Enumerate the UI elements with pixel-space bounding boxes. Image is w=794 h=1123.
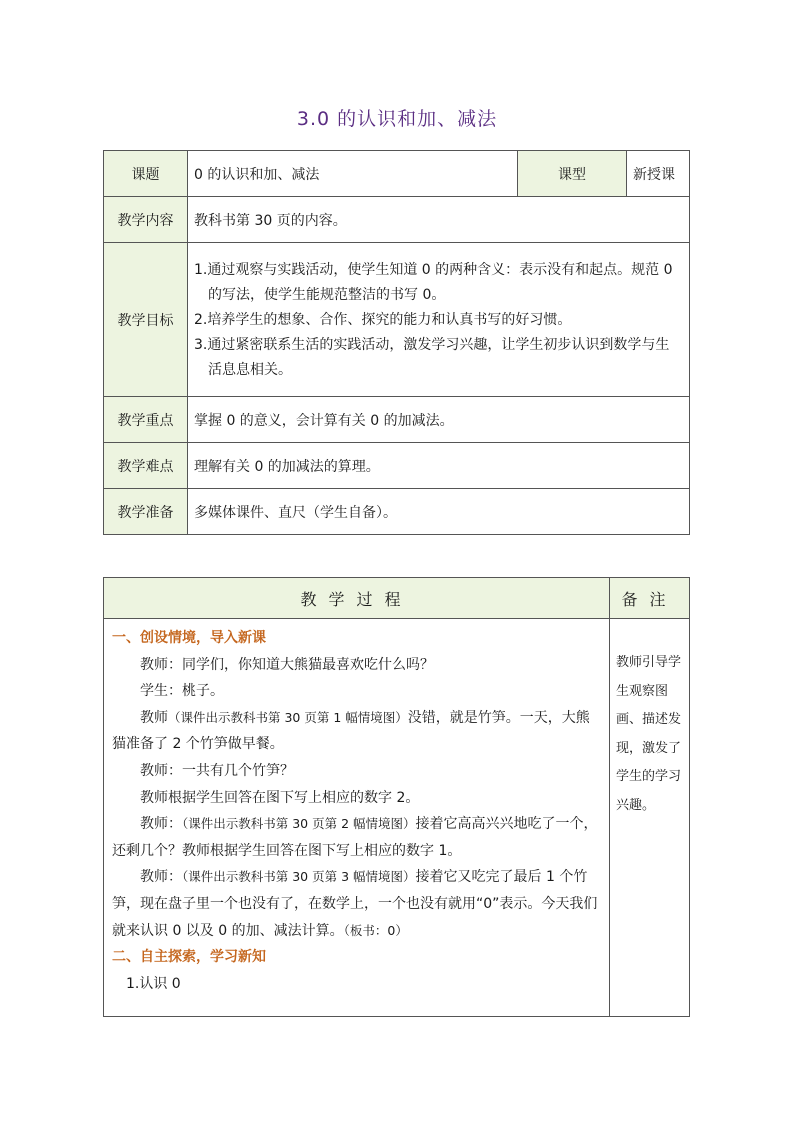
stage-direction: （课件出示教科书第 30 页第 3 幅情境图） xyxy=(182,869,416,885)
table-row xyxy=(104,151,690,197)
speaker: 教师 xyxy=(140,709,168,726)
content-value: 教科书第 30 页的内容。 xyxy=(188,197,690,243)
speaker: 教师： xyxy=(140,816,182,833)
type-value: 新授课 xyxy=(627,151,690,197)
notes-header: 备注 xyxy=(610,578,690,619)
type-label: 课型 xyxy=(518,151,627,197)
content-label: 教学内容 xyxy=(104,197,188,243)
difficulty-value: 理解有关 0 的加减法的算理。 xyxy=(188,443,690,489)
key-value: 掌握 0 的意义，会计算有关 0 的加减法。 xyxy=(188,397,690,443)
page-title: 3.0 的认识和加、减法 xyxy=(296,108,498,130)
table-row xyxy=(104,397,690,443)
paragraph: 学生：桃子。 xyxy=(140,683,224,700)
board-note: （板书：0） xyxy=(343,922,408,938)
table-header-row xyxy=(104,578,690,619)
paragraph xyxy=(112,811,601,864)
table-row xyxy=(104,197,690,243)
section-heading: 一、创设情境，导入新课 xyxy=(112,630,266,646)
speech: 接着它又吃完了最后 1 个竹笋，现在盘子里一个也没有了，在数学上，一个也没有就用“0”表示。今天我们就来认识 0 以及 0 的加、减法计算。 xyxy=(112,869,598,939)
difficulty-label: 教学难点 xyxy=(104,443,188,489)
process-header: 教学过程 xyxy=(104,578,610,619)
note-cell: 教师引导学生观察图画、描述发现，激发了学生的学习兴趣。 xyxy=(610,619,690,1017)
topic-label: 课题 xyxy=(104,151,188,197)
goal-item: 2.培养学生的想象、合作、探究的能力和认真书写的好习惯。 xyxy=(194,312,572,328)
section-heading: 二、自主探索，学习新知 xyxy=(112,949,266,966)
prep-label: 教学准备 xyxy=(104,489,188,535)
speech: 没错，就是竹笋。一天，大熊猫准备了 2 个竹笋做早餐。 xyxy=(112,709,590,753)
lesson-info-table xyxy=(103,150,690,535)
goal-item: 3.通过紧密联系生活的实践活动，激发学习兴趣，让学生初步认识到数学与生活息息相关。 xyxy=(194,337,670,378)
goal-item: 1.通过观察与实践活动，使学生知道 0 的两种含义：表示没有和起点。规范 0 的写法，使学生能规范整洁的书写 0。 xyxy=(194,262,673,303)
table-row xyxy=(104,243,690,397)
table-row xyxy=(104,443,690,489)
prep-value: 多媒体课件、直尺（学生自备）。 xyxy=(188,489,690,535)
paragraph xyxy=(112,705,601,758)
table-row xyxy=(104,489,690,535)
key-label: 教学重点 xyxy=(104,397,188,443)
stage-direction: （课件出示教科书第 30 页第 2 幅情境图） xyxy=(182,816,416,832)
teaching-process-table xyxy=(103,577,690,1017)
paragraph xyxy=(112,864,601,944)
goals-cell xyxy=(188,243,690,397)
speech: 接着它高高兴兴地吃了一个，还剩几个？教师根据学生回答在图下写上相应的数字 1。 xyxy=(112,816,598,859)
paragraph: 1.认识 0 xyxy=(126,975,181,992)
paragraph: 教师根据学生回答在图下写上相应的数字 2。 xyxy=(140,789,420,806)
paragraph: 教师：一共有几个竹笋？ xyxy=(140,762,294,779)
goals-label: 教学目标 xyxy=(104,243,188,397)
table-row xyxy=(104,619,690,1017)
speaker: 教师： xyxy=(140,869,182,886)
paragraph: 教师：同学们，你知道大熊猫最喜欢吃什么吗？ xyxy=(140,656,434,673)
process-cell xyxy=(104,619,610,1017)
topic-value: 0 的认识和加、减法 xyxy=(188,151,518,197)
stage-direction: （课件出示教科书第 30 页第 1 幅情境图） xyxy=(168,709,408,725)
